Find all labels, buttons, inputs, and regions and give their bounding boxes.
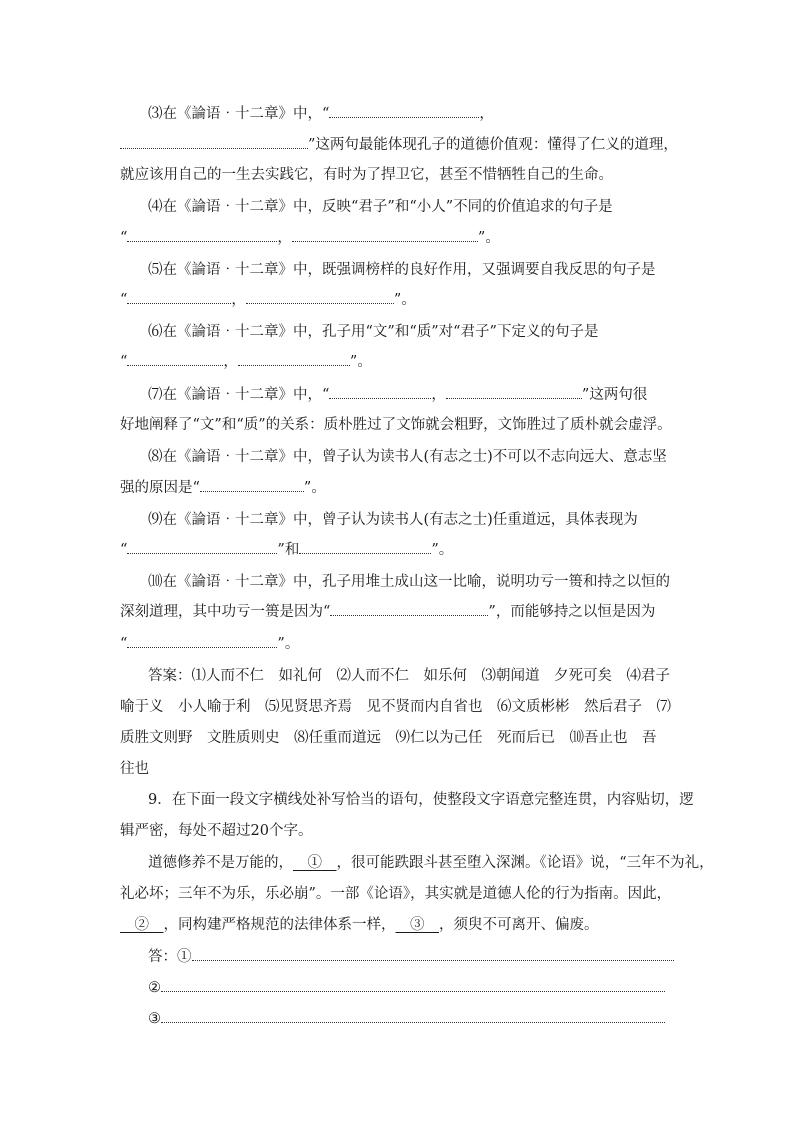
answer-blank[interactable] [329,388,431,399]
answer-fill-line-2[interactable] [161,981,665,992]
q6-end: ”。 [349,354,372,370]
answer-blank[interactable] [446,388,582,399]
passage-blank-1[interactable]: __①__ [293,855,337,871]
question-7-line-2: 好地阐释了“文”和“质”的关系：质朴胜过了文饰就会粗野，文饰胜过了质朴就会虚浮。 [120,417,672,433]
q9-open: “ [120,542,128,558]
q5-end: ”。 [393,292,416,308]
question-10-line-2 [120,602,675,622]
q7-sep: ， [431,387,446,403]
passage-text: ，同构建严格规范的法律体系一样， [163,917,396,933]
q3-prefix: ⑶在《論语‧十二章》中，“ [148,106,330,122]
question-9-line-1: ⑼在《論语‧十二章》中，曾子认为读书人(有志之士)任重道远，具体表现为 [148,512,638,528]
answer-key-line-2: 喻于义 小人喻于利 ⑸见贤思齐焉 见不贤而内自省也 ⑹文质彬彬 然后君子 ⑺ [120,699,671,715]
answer-blank[interactable] [299,543,431,554]
q9-mid: ”和 [277,542,300,558]
q6-open: “ [120,354,128,370]
passage-blank-3[interactable]: __③__ [395,917,439,933]
q10-open: “ [120,636,128,652]
answer-blank[interactable] [127,293,231,304]
answer-blank[interactable] [330,605,488,616]
answer-line-2 [148,978,703,998]
passage-line-3 [120,915,675,935]
answer-number-3: ③ [148,1011,161,1027]
q10-mid: ”，而能够持之以恒是因为 [488,604,656,620]
q4-sep: ， [277,230,292,246]
question-5-line-1: ⑸在《論语‧十二章》中，既强调榜样的良好作用，又强调要自我反思的句子是 [148,262,656,278]
question-5-line-2 [120,290,675,310]
q8-prefix: 强的原因是“ [120,480,200,496]
question-10-line-1: ⑽在《論语‧十二章》中，孔子用堆土成山这一比喻，说明功亏一篑和持之以恒的 [148,574,670,590]
question-4-line-2 [120,228,675,248]
answer-key-line-1: 答案：⑴人而不仁 如礼何 ⑵人而不仁 如乐何 ⑶朝闻道 夕死可矣 ⑷君子 [148,668,670,684]
answer-key-line-4: 往也 [120,761,149,777]
question-3-line-2 [120,135,678,155]
answer-line-1 [148,947,703,967]
passage-line-1 [148,853,714,873]
question-3-line-1 [148,104,703,124]
question-3-line-3: 就应该用自己的一生去实践它，有时为了捍卫它，甚至不惜牺牲自己的生命。 [120,167,613,183]
q4-end: ”。 [477,230,500,246]
q9-end: ”。 [431,542,454,558]
answer-blank[interactable] [127,355,223,366]
q3-sep: ， [479,106,494,122]
q5-sep: ， [231,292,246,308]
answer-blank[interactable] [127,637,277,648]
question-8-line-2 [120,478,675,498]
answer-number-2: ② [148,980,161,996]
question-9-title-line-2: 辑严密，每处不超过20个字。 [120,823,313,839]
q5-open: “ [120,292,128,308]
answer-blank[interactable] [200,481,304,492]
question-8-line-1: ⑻在《論语‧十二章》中，曾子认为读书人(有志之士)不可以不志向远大、意志坚 [148,449,667,465]
q4-open: “ [120,230,128,246]
answer-fill-line-3[interactable] [161,1012,665,1023]
answer-label: 答： [148,949,177,965]
q3-end: ”这两句最能体现孔子的道德价值观：懂得了仁义的道理， [308,137,678,153]
question-9-line-2 [120,540,675,560]
answer-blank[interactable] [127,543,277,554]
answer-fill-line-1[interactable] [192,950,674,961]
question-10-line-3 [120,634,675,654]
passage-text: ，很可能跌跟斗甚至堕入深渊。《论语》说，“三年不为礼， [336,855,714,871]
passage-text: ，须臾不可离开、偏废。 [439,917,599,933]
q10-end: ”。 [277,636,300,652]
question-4-line-1: ⑷在《論语‧十二章》中，反映“君子”和“小人”不同的价值追求的句子是 [148,199,613,215]
answer-blank[interactable] [120,138,308,149]
passage-blank-2[interactable]: __②__ [120,917,164,933]
answer-key-line-3: 质胜文则野 文胜质则史 ⑻任重而道远 ⑼仁以为己任 死而后已 ⑽吾止也 吾 [120,730,657,746]
q8-end: ”。 [303,480,326,496]
q7-end: ”这两句很 [581,387,648,403]
q6-sep: ， [223,354,238,370]
question-6-line-2 [120,352,675,372]
answer-blank[interactable] [329,107,479,118]
answer-number-1: ① [177,949,192,965]
question-9-title-line-1: 9．在下面一段文字横线处补写恰当的语句，使整段文字语意完整连贯，内容贴切，逻 [148,792,694,808]
answer-blank[interactable] [238,355,350,366]
answer-blank[interactable] [292,231,478,242]
answer-line-3 [148,1009,703,1029]
passage-line-2: 礼必坏；三年不为乐，乐必崩”。一部《论语》，其实就是道德人伦的行为指南。因此， [120,886,672,902]
q7-prefix: ⑺在《論语‧十二章》中，“ [148,387,330,403]
answer-blank[interactable] [246,293,394,304]
question-6-line-1: ⑹在《論语‧十二章》中，孔子用“文”和“质”对“君子”下定义的句子是 [148,324,599,340]
question-7-line-1 [148,385,703,405]
answer-blank[interactable] [127,231,277,242]
passage-text: 道德修养不是万能的， [148,855,293,871]
q10-prefix: 深刻道理，其中功亏一篑是因为“ [120,604,331,620]
